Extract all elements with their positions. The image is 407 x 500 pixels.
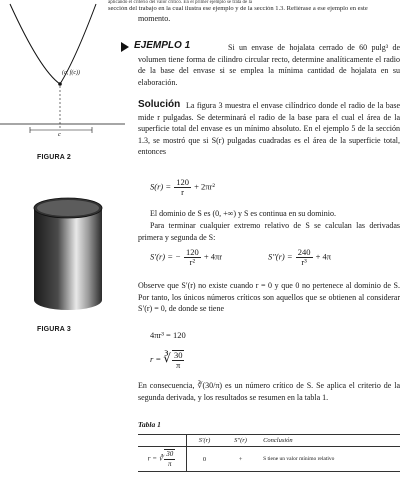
eq2-lhs1: S′(r) = − <box>150 251 181 262</box>
equation-surface-area <box>150 178 215 197</box>
figure-3-caption: FIGURA 3 <box>37 326 72 333</box>
header-fragment-3: momento. <box>138 14 171 23</box>
eq4-num: 30 <box>173 350 183 360</box>
curve-line <box>10 4 96 84</box>
eq1-lhs: S(r) = <box>150 181 172 192</box>
table-cell-first-derivative: 0 <box>187 447 223 472</box>
domain-text: El dominio de S es (0, +∞) y S es continua en su dominio. <box>150 209 336 218</box>
figure-2-caption: FIGURA 2 <box>37 154 72 161</box>
cube-root-icon: ∛ <box>163 350 171 365</box>
table-header-blank <box>138 435 187 447</box>
eq2-den2: r³ <box>301 257 307 267</box>
eq2-rest2: + 4π <box>315 251 332 262</box>
header-fragment-2: sección del trabajo en la cual ilustra ese ejemplo y de la sección 1.3. Refiérase a ese ejemplo en este <box>108 6 368 12</box>
eq4-lhs: r = <box>150 353 162 364</box>
table-header-conclusion: Conclusión <box>259 435 400 447</box>
table-title: Tabla 1 <box>138 420 161 429</box>
solution-heading: Solución <box>138 99 181 110</box>
results-table <box>138 434 400 472</box>
table-header-first-derivative: S′(r) <box>187 435 223 447</box>
eq2-rest1: + 4πr <box>203 251 223 262</box>
table-row-label <box>138 447 187 472</box>
equation-cubic: 4πr³ = 120 <box>150 330 186 340</box>
eq1-den: r <box>181 187 185 197</box>
figure-3-cylinder <box>30 196 110 316</box>
cylinder-top-inner <box>37 200 99 216</box>
eq2-num1: 120 <box>185 247 199 257</box>
critical-numbers-text: Observe que S′(r) no existe cuando r = 0 y que 0 no pertenece al dominio de S. Por tanto, los únicos números críticos son aquellos que se obtienen al considerar S′(r) = 0, de donde se tiene <box>138 281 400 313</box>
table-cell-conclusion: S tiene un valor mínimo relativo <box>259 447 400 472</box>
eq1-rest: + 2πr² <box>194 181 215 192</box>
row-label-den: π <box>167 460 172 468</box>
table-header-second-derivative: S″(r) <box>222 435 259 447</box>
equation-second-derivative <box>268 248 331 267</box>
row-label-lhs: r = <box>147 454 157 463</box>
eq4-den: π <box>176 360 181 370</box>
derivatives-intro: Para terminar cualquier extremo relativo de S se calculan las derivadas primera y segunda de S: <box>138 221 400 242</box>
table-row <box>138 447 400 472</box>
header-fragment-1: aplicando el criterio del valor crítico. En el primer ejemplo se trata de la <box>108 0 253 5</box>
equation-first-derivative <box>150 248 222 267</box>
row-label-num: 30 <box>166 450 174 458</box>
table-header-row <box>138 435 400 447</box>
eq2-den1: r² <box>189 257 195 267</box>
equation-radius <box>150 350 185 370</box>
solution-text: La figura 3 muestra el envase cilíndrico donde el radio de la base mide r pulgadas. Se determinará el radio de la base para el cual el área de la superficie total del envase es un mínimo absoluto. En el ejemplo 5 de la sección 1.3, se mostró que si S(r) pulgadas cuadradas es el área de la superficie total, entonces <box>138 101 400 156</box>
critical-point <box>58 82 62 86</box>
eq1-num: 120 <box>176 177 189 187</box>
eq2-lhs2: S″(r) = <box>268 251 293 262</box>
example-arrow-icon <box>121 42 129 52</box>
axis-c-label: c <box>58 131 61 138</box>
table-cell-second-derivative: + <box>222 447 259 472</box>
example-heading: EJEMPLO 1 <box>134 40 191 51</box>
eq2-num2: 240 <box>297 247 311 257</box>
cylinder-body <box>34 208 102 310</box>
critical-point-label: (c, f(c)) <box>62 70 80 76</box>
conclusion-text: En consecuencia, ∛(30/π) es un número crítico de S. Se aplica el criterio de la segunda derivada, y los resultados se resumen en la tabla 1. <box>138 381 400 402</box>
row-cube-root-icon: ∛ <box>158 454 164 463</box>
example-text: Si un envase de hojalata cerrado de 60 pulg³ de volumen tiene forma de cilindro circular recto, determine analíticamente el radio de la base del envase si se emplea la mínima cantidad de hojalata en su elaboración. <box>138 43 400 87</box>
